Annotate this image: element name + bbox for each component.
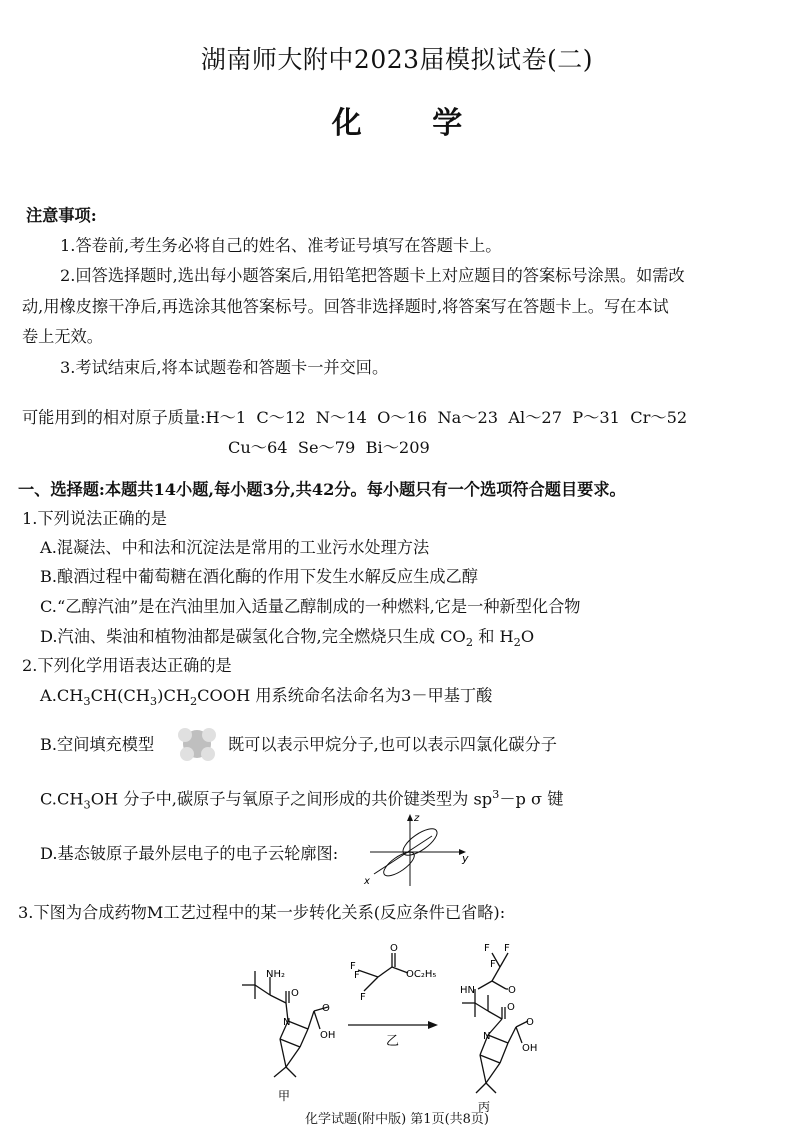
chem-label-o-acid-jia: O — [322, 1003, 330, 1014]
subject-title: 化 学 — [331, 106, 493, 141]
q1-option-d: D.汽油、柴油和植物油都是碳氢化合物,完全燃烧只生成 $CO_2$ 和 $H_2O$ — [40, 627, 535, 650]
chem-label-oh-bing: OH — [522, 1043, 538, 1054]
atomic-masses-line-2: Cu～64 Se～79 Bi～209 — [228, 438, 430, 457]
reaction-scheme — [230, 925, 560, 1115]
x-axis-label: x — [364, 876, 370, 887]
chem-label-f-bing-1: F — [484, 943, 490, 954]
chem-label-oc2h5: OC₂H₅ — [406, 969, 437, 980]
y-axis-label: y — [462, 852, 469, 865]
chem-label-n-jia: N — [283, 1017, 291, 1028]
q1-option-c: C.“乙醇汽油”是在汽油里加入适量乙醇制成的一种燃料,它是一种新型化合物 — [40, 597, 581, 616]
notice-item-2-line-1: 2.回答选择题时,选出每小题答案后,用铅笔把答题卡上对应题目的答案标号涂黑。如需改 — [60, 266, 685, 285]
chem-label-o-acid-bing: O — [526, 1017, 534, 1028]
notice-item-1: 1.答卷前,考生务必将自己的姓名、准考证号填写在答题卡上。 — [60, 236, 502, 255]
chem-label-o-tfa: O — [508, 985, 516, 996]
notice-item-2-line-2: 动,用橡皮擦干净后,再选涂其他答案标号。回答非选择题时,将答案写在答题卡上。写在本试 — [22, 297, 669, 316]
q1-stem: 1.下列说法正确的是 — [22, 509, 167, 528]
atomic-masses-line-1: 可能用到的相对原子质量:H～1 C～12 N～14 O～16 Na～23 Al～27 P～31 Cr～52 — [22, 408, 688, 427]
section-1-heading: 一、选择题:本题共14小题,每小题3分,共42分。每小题只有一个选项符合题目要求。 — [18, 480, 626, 499]
compound-label-jia: 甲 — [278, 1089, 291, 1103]
q1-option-b: B.酿酒过程中葡萄糖在酒化酶的作用下发生水解反应生成乙醇 — [40, 567, 478, 586]
chem-label-f-3: F — [360, 992, 366, 1003]
q2-option-a: $A.CH_3CH(CH_3)CH_2COOH$ 用系统命名法命名为3－甲基丁酸 — [40, 686, 493, 709]
exam-title: 湖南师大附中2023届模拟试卷(二) — [200, 45, 594, 74]
chem-label-o-amide-jia: O — [291, 988, 299, 999]
reaction-arrow-head — [428, 1021, 438, 1029]
chem-label-f-2: F — [354, 970, 360, 981]
chem-label-n-bing: N — [483, 1031, 491, 1042]
reagent-label: 乙 — [386, 1034, 400, 1049]
q2-option-d: D.基态铍原子最外层电子的电子云轮廓图: — [40, 844, 339, 863]
q3-stem: 3.下图为合成药物M工艺过程中的某一步转化关系(反应条件已省略): — [18, 903, 506, 922]
q2-stem: 2.下列化学用语表达正确的是 — [22, 656, 232, 675]
notice-heading: 注意事项: — [26, 206, 97, 225]
chem-label-o-amide-bing: O — [507, 1002, 515, 1013]
q1-option-a: A.混凝法、中和法和沉淀法是常用的工业污水处理方法 — [40, 538, 430, 557]
chem-label-nh2: NH₂ — [266, 969, 286, 980]
notice-item-3: 3.考试结束后,将本试题卷和答题卡一并交回。 — [60, 358, 389, 377]
z-axis-label: z — [414, 813, 420, 824]
q2-option-b-suffix: 既可以表示甲烷分子,也可以表示四氯化碳分子 — [228, 735, 557, 754]
page-footer: 化学试题(附中版) 第1页(共8页) — [305, 1112, 489, 1127]
chem-label-oh-jia: OH — [320, 1030, 336, 1041]
chem-label-o-reagent: O — [390, 943, 398, 954]
compound-label-bing: 丙 — [478, 1100, 491, 1114]
chem-label-hn: HN — [460, 985, 475, 996]
q2-option-c: $C.CH_3OH$ 分子中,碳原子与氧原子之间形成的共价键类型为 $sp^3-p$ σ 键 — [40, 787, 564, 812]
p-orbital-lobe-lower — [380, 848, 418, 880]
space-filling-model-image — [172, 724, 222, 764]
chem-label-f-1: F — [350, 961, 356, 972]
notice-item-2-line-3: 卷上无效。 — [22, 327, 103, 346]
electron-cloud-diagram — [362, 808, 474, 890]
chem-label-f-bing-3: F — [490, 959, 496, 970]
x-axis — [374, 836, 432, 874]
chem-label-f-bing-2: F — [504, 943, 510, 954]
q2-option-b-prefix: B.空间填充模型 — [40, 735, 155, 754]
p-orbital-lobe-upper — [399, 824, 441, 860]
